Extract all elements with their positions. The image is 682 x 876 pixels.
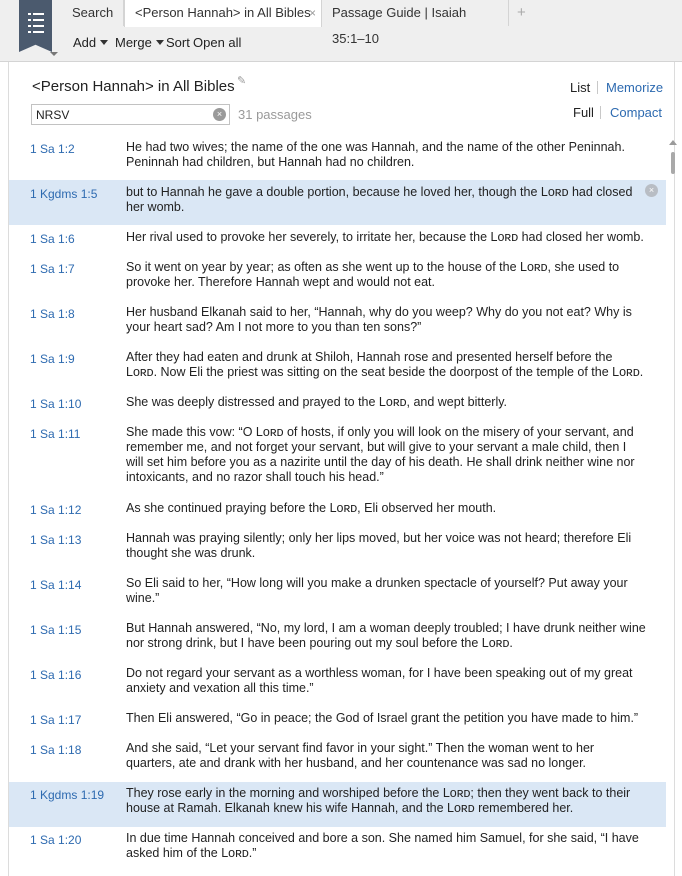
verse-text: So it went on year by year; as often as she went up to the house of the Lᴏʀᴅ, she used to provoke her. Therefore Hannah wept and would not eat. [126, 260, 620, 289]
verse-text: He had two wives; the name of the one was Hannah, and the name of the other Peninnah. Peninnah had children, but Hannah had no children. [126, 140, 625, 169]
filter-value: NRSV [36, 108, 70, 122]
verse-text: Then Eli answered, “Go in peace; the God of Israel grant the petition you have made to him.” [126, 711, 639, 725]
top-bar [0, 0, 682, 62]
verse-reference-link[interactable]: 1 Sa 1:14 [30, 578, 82, 592]
verse-reference-link[interactable]: 1 Sa 1:9 [30, 352, 75, 366]
bible-filter-input[interactable] [31, 104, 230, 125]
edit-title-icon[interactable]: ✎ [237, 75, 247, 87]
tab-passage-guide[interactable] [322, 0, 509, 46]
tab-person-hannah[interactable] [124, 0, 322, 27]
verse-reference-link[interactable]: 1 Kgdms 1:5 [30, 187, 98, 201]
list-item[interactable] [9, 256, 666, 301]
scroll-up-icon[interactable] [669, 140, 677, 145]
page-title: <Person Hannah> in All Bibles [32, 78, 235, 95]
verse-reference-link[interactable]: 1 Sa 1:7 [30, 262, 75, 276]
verse-reference-link[interactable]: 1 Sa 1:10 [30, 397, 82, 411]
list-item[interactable] [9, 662, 666, 707]
chevron-down-icon [156, 40, 164, 45]
list-item[interactable] [9, 827, 666, 872]
verse-reference-link[interactable]: 1 Sa 1:16 [30, 668, 82, 682]
list-item[interactable] [9, 134, 666, 179]
layout-menu-caret-icon[interactable] [50, 52, 58, 56]
list-item[interactable] [9, 301, 666, 346]
mode-compact-button[interactable]: Compact [610, 105, 663, 120]
verse-reference-link[interactable]: 1 Sa 1:15 [30, 623, 82, 637]
remove-item-icon[interactable]: × [645, 184, 658, 197]
list-item[interactable] [9, 572, 666, 617]
tab-label: <Person Hannah> in All Bibles [135, 5, 311, 20]
add-label: Add [73, 35, 97, 50]
merge-menu-button[interactable] [115, 35, 164, 50]
view-memorize-button[interactable]: Memorize [606, 80, 664, 95]
merge-label: Merge [115, 35, 152, 50]
verse-reference-link[interactable]: 1 Sa 1:13 [30, 533, 82, 547]
list-item[interactable] [9, 707, 666, 737]
add-menu-button[interactable] [73, 35, 108, 50]
verse-text: She made this vow: “O Lᴏʀᴅ of hosts, if only you will look on the misery of your servant, and remember me, and not forget your servant, but will give to your servant a male child, then I will set him before you as a nazirite until the day of his death. He shall drink neither wine nor intoxicants, and no razor shall touch his head.” [126, 425, 635, 484]
divider [600, 106, 601, 119]
verse-text: but to Hannah he gave a double portion, because he loved her, though the Lᴏʀᴅ had closed her womb. [126, 185, 633, 214]
verse-text: As she continued praying before the Lᴏʀᴅ, Eli observed her mouth. [126, 501, 497, 515]
tab-label: Search [72, 5, 114, 20]
list-item[interactable] [9, 421, 666, 497]
list-item[interactable] [9, 346, 666, 391]
scroll-thumb[interactable] [671, 152, 675, 174]
verse-text: In due time Hannah conceived and bore a son. She named him Samuel, for she said, “I have asked him of the Lᴏʀᴅ.” [126, 831, 639, 860]
tab-search[interactable] [62, 0, 124, 26]
list-item[interactable] [9, 180, 666, 225]
layout-menu-icon[interactable] [19, 0, 52, 52]
passage-count: 31 passages [238, 107, 312, 122]
verse-text: Hannah was praying silently; only her lips moved, but her voice was not heard; therefore Eli thought she was drunk. [126, 531, 632, 560]
verse-text: They rose early in the morning and worshiped before the Lᴏʀᴅ; then they went back to their house at Ramah. Elkanah knew his wife Hannah, and the Lᴏʀᴅ remembered her. [126, 786, 631, 815]
verse-list [9, 134, 666, 876]
chevron-down-icon [100, 40, 108, 45]
verse-text: So Eli said to her, “How long will you make a drunken spectacle of yourself? Put away your wine.” [126, 576, 628, 605]
list-item[interactable] [9, 391, 666, 421]
verse-text: Her rival used to provoke her severely, to irritate her, because the Lᴏʀᴅ had closed her womb. [126, 230, 644, 244]
list-item[interactable] [9, 737, 666, 782]
verse-reference-link[interactable]: 1 Kgdms 1:19 [30, 788, 105, 802]
verse-reference-link[interactable]: 1 Sa 1:17 [30, 713, 82, 727]
close-tab-icon[interactable]: × [309, 6, 317, 20]
verse-reference-link[interactable]: 1 Sa 1:2 [30, 142, 75, 156]
list-item[interactable] [9, 782, 666, 827]
divider [597, 81, 598, 94]
list-item[interactable] [9, 617, 666, 662]
mode-full-button[interactable]: Full [573, 105, 594, 120]
verse-reference-link[interactable]: 1 Sa 1:11 [30, 427, 81, 441]
verse-text: After they had eaten and drunk at Shiloh, Hannah rose and presented herself before the Lᴏʀᴅ. Now Eli the priest was sitting on the seat beside the doorpost of the temple of the Lᴏʀᴅ. [126, 350, 644, 379]
tab-label: Passage Guide | Isaiah 35:1–10 [332, 5, 467, 46]
verse-reference-link[interactable]: 1 Sa 1:12 [30, 503, 82, 517]
list-item[interactable] [9, 527, 666, 572]
verse-text: Her husband Elkanah said to her, “Hannah, why do you weep? Why do you not eat? Why is your heart sad? Am I not more to you than ten sons?” [126, 305, 632, 334]
verse-reference-link[interactable]: 1 Sa 1:18 [30, 743, 82, 757]
list-item[interactable] [9, 497, 666, 527]
clear-icon[interactable]: × [213, 108, 226, 121]
verse-text: But Hannah answered, “No, my lord, I am a woman deeply troubled; I have drunk neither wine nor strong drink, but I have been pouring out my soul before the Lᴏʀᴅ. [126, 621, 646, 650]
view-list-button[interactable]: List [570, 80, 591, 95]
verse-reference-link[interactable]: 1 Sa 1:8 [30, 307, 75, 321]
vertical-scrollbar[interactable] [668, 140, 678, 876]
list-item[interactable] [9, 226, 666, 256]
verse-reference-link[interactable]: 1 Sa 1:6 [30, 232, 75, 246]
open-all-button[interactable]: Open all [193, 35, 242, 50]
verse-text: And she said, “Let your servant find favor in your sight.” Then the woman went to her quarters, ate and drank with her husband, and her countenance was sad no longer. [126, 741, 595, 770]
verse-reference-link[interactable]: 1 Sa 1:20 [30, 833, 82, 847]
new-tab-button[interactable]: + [517, 4, 526, 21]
verse-text: Do not regard your servant as a worthless woman, for I have been speaking out of my great anxiety and vexation all this time.” [126, 666, 633, 695]
verse-text: She was deeply distressed and prayed to the Lᴏʀᴅ, and wept bitterly. [126, 395, 508, 409]
sort-button[interactable]: Sort [166, 35, 190, 50]
